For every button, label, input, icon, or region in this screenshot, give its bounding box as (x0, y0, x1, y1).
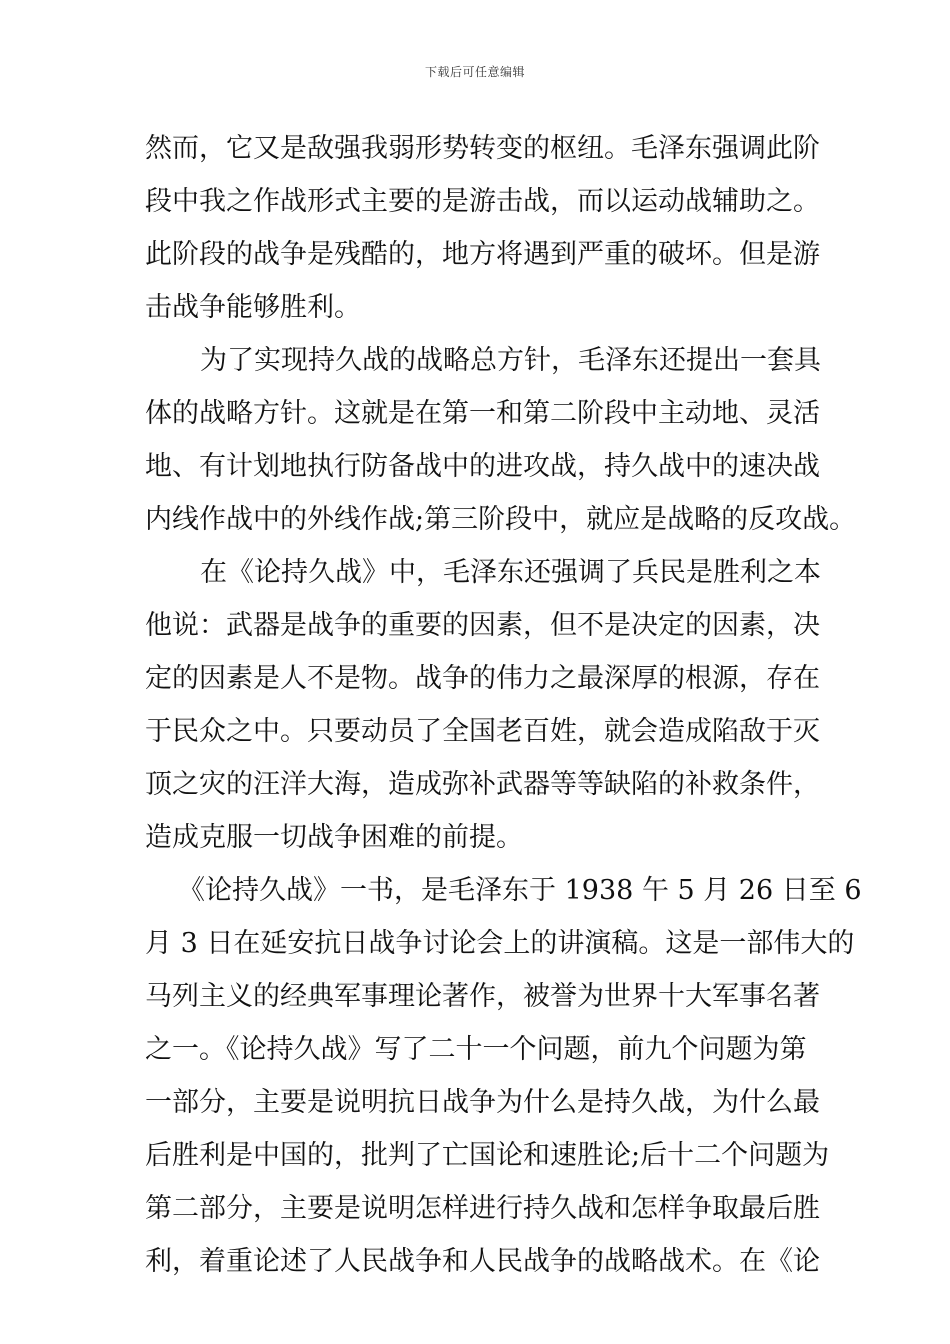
paragraph-line: 之一。《论持久战》写了二十一个问题，前九个问题为第 (145, 1034, 807, 1065)
paragraph-line: 后胜利是中国的，批判了亡国论和速胜论;后十二个问题为 (145, 1140, 830, 1171)
paragraph-line: 段中我之作战形式主要的是游击战，而以运动战辅助之。 (145, 186, 820, 217)
paragraph-line: 第二部分，主要是说明怎样进行持久战和怎样争取最后胜 (145, 1193, 820, 1224)
paragraph-line: 击战争能够胜利。 (145, 292, 361, 323)
paragraph-line: 为了实现持久战的战略总方针，毛泽东还提出一套具 (200, 345, 821, 376)
paragraph-line: 利，着重论述了人民战争和人民战争的战略战术。在《论 (145, 1246, 820, 1277)
paragraph-line: 马列主义的经典军事理论著作，被誉为世界十大军事名著 (145, 981, 820, 1012)
paragraph-line: 造成克服一切战争困难的前提。 (145, 822, 523, 853)
paragraph-line: 内线作战中的外线作战;第三阶段中，就应是战略的反攻战。 (145, 504, 857, 535)
page-header: 下载后可任意编辑 (424, 65, 525, 79)
paragraph-line: 体的战略方针。这就是在第一和第二阶段中主动地、灵活 (145, 398, 820, 429)
paragraph-line: 定的因素是人不是物。战争的伟力之最深厚的根源，存在 (145, 663, 820, 694)
paragraph-line: 地、有计划地执行防备战中的进攻战，持久战中的速决战 (145, 451, 820, 482)
paragraph-line: 在《论持久战》中，毛泽东还强调了兵民是胜利之本 (200, 557, 821, 588)
paragraph-line: 一部分，主要是说明抗日战争为什么是持久战，为什么最 (145, 1087, 820, 1118)
paragraph-line: 月 3 日在延安抗日战争讨论会上的讲演稿。这是一部伟大的 (145, 928, 855, 959)
paragraph-line: 顶之灾的汪洋大海，造成弥补武器等等缺陷的补救条件， (145, 769, 820, 800)
paragraph-line: 于民众之中。只要动员了全国老百姓，就会造成陷敌于灭 (145, 716, 820, 747)
paragraph-line: 然而，它又是敌强我弱形势转变的枢纽。毛泽东强调此阶 (145, 133, 820, 164)
paragraph-line: 他说：武器是战争的重要的因素，但不是决定的因素，决 (145, 610, 820, 641)
paragraph-line: 《论持久战》一书，是毛泽东于 1938 午 5 月 26 日至 6 (178, 875, 862, 906)
paragraph-line: 此阶段的战争是残酷的，地方将遇到严重的破坏。但是游 (145, 239, 820, 270)
